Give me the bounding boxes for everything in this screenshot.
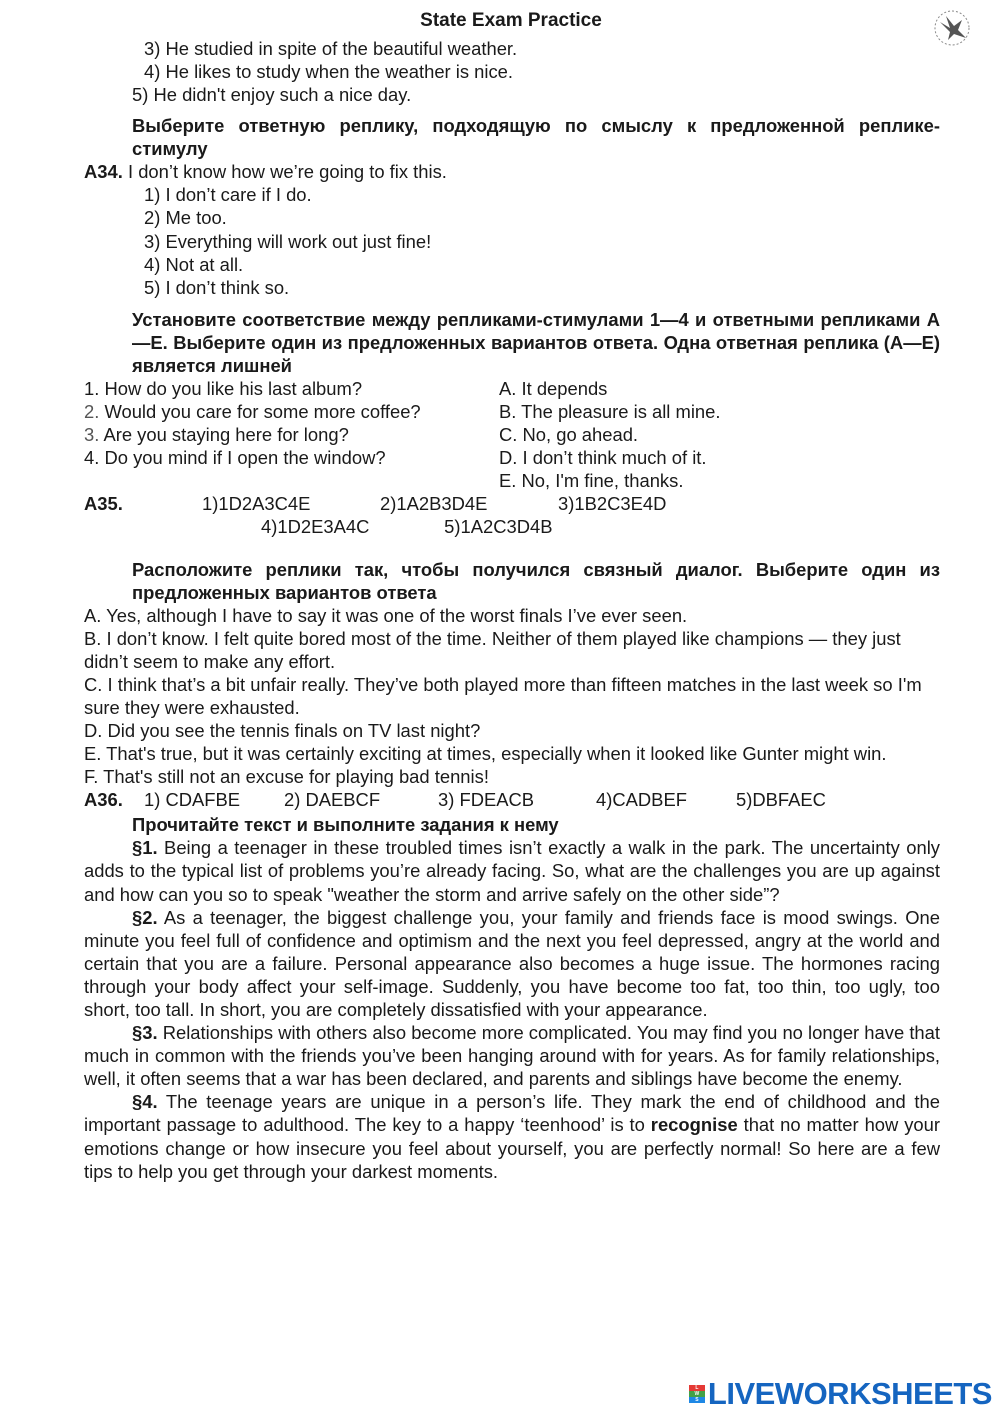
dialogue-line: C. I think that’s a bit unfair really. They’ve both played more than fifteen matches in the last week so I'm sure they were exhausted. (84, 673, 922, 718)
list-item: 5) He didn't enjoy such a nice day. (132, 84, 412, 106)
dialogue-line: B. I don’t know. I felt quite bored most of the time. Neither of them played like champions — they just didn’t seem to make any effort. (84, 627, 901, 672)
a34-option: 5) I don’t think so. (144, 276, 290, 298)
reading-paragraph-4: §4. The teenage years are unique in a person’s life. They mark the end of childhood and the important passage to adulthood. The key to a happy ‘teenhood’ is to recognise that no matter how your emotions change or how insecure you feel about yourself, you are perfectly normal! So here are a few tips to help you get through your darkest moments. (84, 1091, 940, 1182)
logo-text: LIVEWORKSHEETS (707, 1376, 992, 1411)
a35-answer-3: 3)1B2C3E4D (558, 493, 667, 515)
response-a: A. It depends (499, 377, 608, 399)
reading-paragraph-3: §3. Relationships with others also become more complicated. You may find you no longer have that much in common with the friends you’ve been hanging around with for years. As for family relationships, well, it often seems that a war has been declared, and parents and siblings have become the enemy. (84, 1022, 940, 1090)
a35-answer-5: 5)1A2C3D4B (444, 516, 553, 538)
stimulus-3: 3. Are you staying here for long? (84, 424, 349, 446)
reading-paragraph-1: §1. Being a teenager in these troubled times isn’t exactly a walk in the park. The uncertainty only adds to the typical list of problems you’re already facing. So, what are the challenges you are up against and how can you so to speak "weather the storm and arrive safely on the other side”? (84, 837, 940, 905)
highlighted-word: recognise (650, 1114, 738, 1136)
response-d: D. I don’t think much of it. (499, 447, 707, 469)
liveworksheets-badge-icon: L W S (689, 1385, 705, 1403)
response-e: E. No, I'm fine, thanks. (499, 470, 684, 492)
a34-label: A34. (84, 161, 123, 183)
dialogue-line: A. Yes, although I have to say it was one of the worst finals I’ve ever seen. (84, 604, 688, 626)
a34-option: 3) Everything will work out just fine! (144, 230, 432, 252)
table-row (84, 469, 940, 492)
a36-answer-2: 2) DAEBCF (284, 789, 381, 811)
a35-instruction: Установите соответствие между репликами-стимулами 1—4 и ответными репликами А—Е. Выберите один из предложенных вариантов ответа. Одна ответная реплика (А—Е) является лишней (132, 308, 940, 376)
table-row (84, 400, 940, 423)
a36-label: A36. (84, 789, 123, 811)
table-row (84, 446, 940, 469)
reading-instruction: Прочитайте текст и выполните задания к нему (132, 814, 559, 836)
list-item: 4) He likes to study when the weather is nice. (144, 61, 514, 83)
response-c: C. No, go ahead. (499, 424, 639, 446)
a35-answer-2: 2)1A2B3D4E (380, 493, 488, 515)
a36-answer-5: 5)DBFAEC (736, 789, 826, 811)
page-title: State Exam Practice (420, 10, 602, 31)
a35-answer-options-row2 (84, 515, 940, 538)
a36-instruction: Расположите реплики так, чтобы получился связный диалог. Выберите один из предложенных вариантов ответа (132, 558, 940, 603)
list-item: 3) He studied in spite of the beautiful weather. (144, 38, 518, 59)
a34-option: 4) Not at all. (144, 253, 244, 275)
a35-answer-4: 4)1D2E3A4C (261, 516, 370, 538)
a36-answer-4: 4)CADBEF (596, 789, 687, 811)
table-row (84, 377, 940, 400)
worksheet-content (84, 37, 940, 1183)
reading-paragraph-2: §2. As a teenager, the biggest challenge you, your family and friends face is mood swings. One minute you feel full of confidence and optimism and the next you feel depressed, angry at the world and certain that you are a failure. Personal appearance also becomes a huge issue. The hormones racing through your body affect your self-image. Suddenly, you have become too fat, too thin, too ugly, too short, too tall. In short, you are completely dissatisfied with your appearance. (84, 906, 940, 1020)
a34-question-text: I don’t know how we’re going to fix this. (122, 161, 447, 183)
a35-answer-options (84, 492, 940, 515)
a34-options (84, 183, 940, 298)
dialogue-line: D. Did you see the tennis finals on TV last night? (84, 719, 481, 741)
a36-dialogue (84, 604, 940, 789)
a35-matching-table (84, 377, 940, 492)
a34-question (84, 160, 940, 183)
a36-answer-1: 1) CDAFBE (144, 789, 241, 811)
response-b: B. The pleasure is all mine. (499, 400, 721, 422)
stimulus-2: 2. Would you care for some more coffee? (84, 400, 421, 422)
a34-option: 1) I don’t care if I do. (144, 184, 312, 206)
a34-instruction: Выберите ответную реплику, подходящую по смыслу к предложенной реплике-стимулу (132, 115, 940, 160)
a35-label: A35. (84, 493, 123, 515)
dialogue-line: E. That's true, but it was certainly exciting at times, especially when it looked like Gunter might win. (84, 743, 887, 765)
dialogue-line: F. That's still not an excuse for playing bad tennis! (84, 766, 489, 788)
a36-answer-options (84, 788, 940, 811)
liveworksheets-logo[interactable] (689, 1378, 992, 1410)
stimulus-1: 1. How do you like his last album? (84, 377, 363, 399)
previous-question-options (84, 37, 940, 106)
table-row (84, 423, 940, 446)
stimulus-4: 4. Do you mind if I open the window? (84, 447, 386, 469)
a36-answer-3: 3) FDEACB (438, 789, 535, 811)
a35-answer-1: 1)1D2A3C4E (202, 493, 311, 515)
a34-option: 2) Me too. (144, 207, 227, 229)
